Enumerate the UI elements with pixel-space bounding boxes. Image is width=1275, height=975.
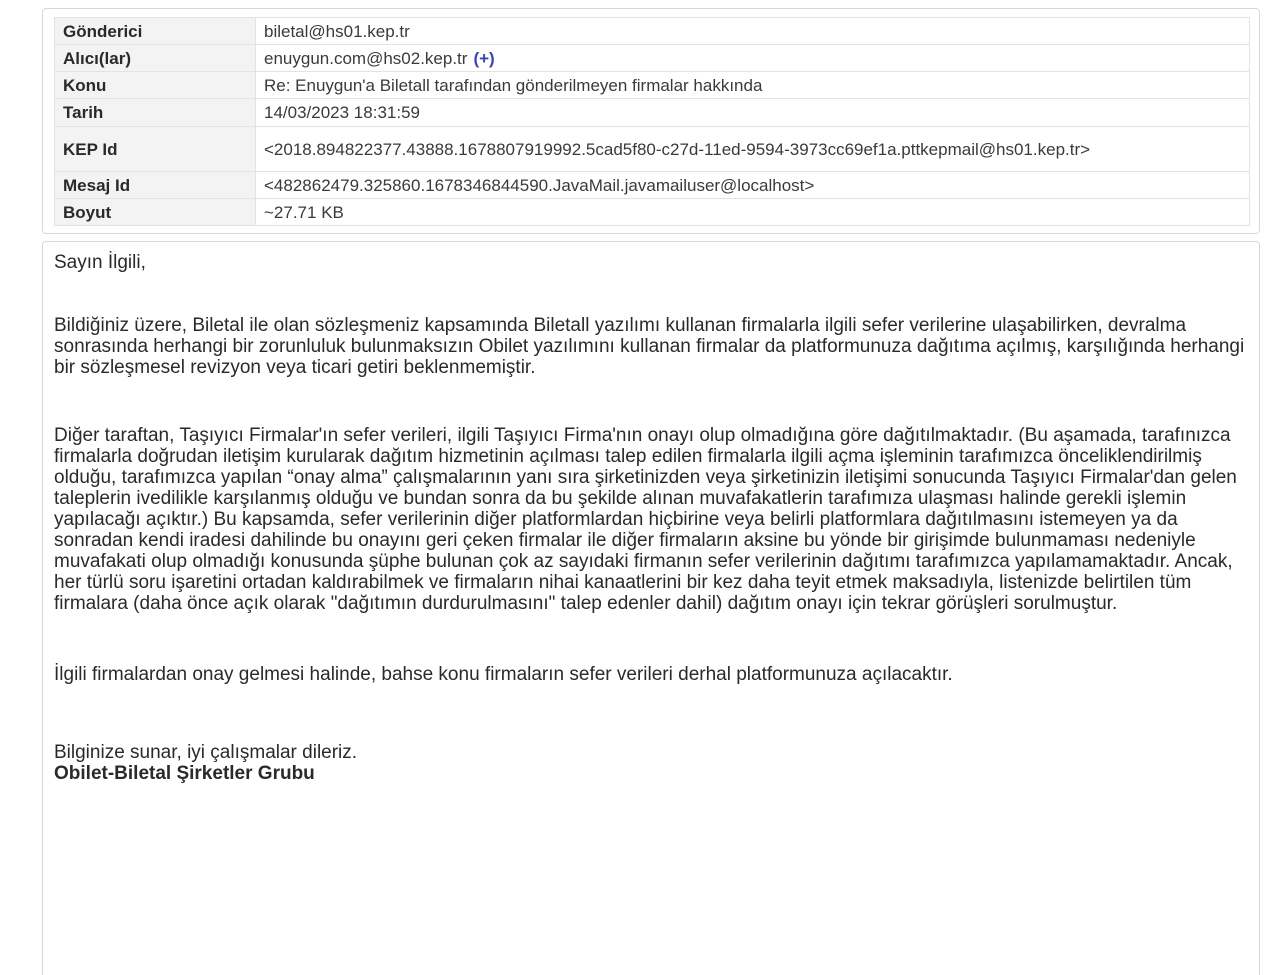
email-paragraph-1: Bildiğiniz üzere, Biletal ile olan sözleşmeniz kapsamında Biletall yazılımı kullanan firmalarla ilgili sefer verilerine ulaşabilirken, devralma sonrasında herhangi bir zorunluluk bulunmaksızın Obilet yazılımını kullanan firmalar da platformunuza dağıtıma açılmış, karşılığında herhangi bir sözleşmesel revizyon veya ticari getiri beklenmemiştir. bbox=[54, 315, 1245, 378]
email-header-panel bbox=[42, 8, 1260, 234]
header-value-message-id: <482862479.325860.1678346844590.JavaMail.javamailuser@localhost> bbox=[256, 172, 1250, 199]
header-value-kep-id: <2018.894822377.43888.1678807919992.5cad5f80-c27d-11ed-9594-3973cc69ef1a.pttkepmail@hs01.kep.tr> bbox=[256, 127, 1250, 172]
header-label-sender: Gönderici bbox=[55, 18, 256, 45]
header-row-size bbox=[55, 199, 1250, 226]
header-value-subject: Re: Enuygun'a Biletall tarafından gönderilmeyen firmalar hakkında bbox=[256, 72, 1250, 99]
email-signature: Obilet-Biletal Şirketler Grubu bbox=[54, 763, 315, 784]
header-label-size: Boyut bbox=[55, 199, 256, 226]
spacer bbox=[54, 685, 1250, 742]
email-body-panel bbox=[42, 241, 1260, 975]
header-value-date: 14/03/2023 18:31:59 bbox=[256, 99, 1250, 127]
header-label-date: Tarih bbox=[55, 99, 256, 127]
header-row-kep-id bbox=[55, 127, 1250, 172]
show-more-recipients-button[interactable]: (+) bbox=[473, 48, 495, 68]
spacer bbox=[54, 378, 1250, 425]
header-value-recipients-cell bbox=[256, 45, 1250, 72]
email-greeting: Sayın İlgili, bbox=[54, 252, 146, 273]
header-value-sender: biletal@hs01.kep.tr bbox=[256, 18, 1250, 45]
header-row-subject bbox=[55, 72, 1250, 99]
header-row-sender bbox=[55, 18, 1250, 45]
email-paragraph-3: İlgili firmalardan onay gelmesi halinde, bahse konu firmaların sefer verileri derhal platformunuza açılacaktır. bbox=[54, 664, 953, 685]
header-value-recipients: enuygun.com@hs02.kep.tr bbox=[264, 48, 468, 68]
spacer bbox=[54, 273, 1250, 315]
header-label-recipients: Alıcı(lar) bbox=[55, 45, 256, 72]
email-paragraph-2: Diğer taraftan, Taşıyıcı Firmalar'ın sefer verileri, ilgili Taşıyıcı Firma'nın onayı olup olmadığına göre dağıtılmaktadır. (Bu aşamada, tarafınızca firmalarla doğrudan iletişim kurularak dağıtım hizmetinin açılması talep edilen firmalarla ilgili açma işleminin tarafımızca önceliklendirilmiş olduğu, tarafımızca yapılan “onay alma” çalışmalarının yanı sıra şirketinizden veya şirketinizin iletişimi sonucunda Taşıyıcı Firmalar'dan gelen taleplerin ivedilikle karşılanmış olduğu ve bundan sonra da bu şekilde alınan muvafakatlerin tarafımıza ulaşması halinde gerekli işlemin yapılacağı açıktır.) Bu kapsamda, sefer verilerinin diğer platformlardan hiçbirine veya belirli platformlara dağıtılmasını istemeyen ya da sonradan kendi iradesi dahilinde bu onayını geri çeken firmalar ile diğer firmaların aksine bu yönde bir girişimde bulunmaması nedeniyle muvafakati olup olmadığı konusunda şüphe bulunan çok az sayıdaki firmanın sefer verilerinin dağıtımı tarafımızca yapılamamaktadır. Ancak, her türlü soru işaretini ortadan kaldırabilmek ve firmaların nihai kanaatlerini bir kez daha teyit etmek maksadıyla, listenizde belirtilen tüm firmalara (daha önce açık olarak "dağıtımın durdurulmasını" talep edenler dahil) dağıtım onayı için tekrar görüşleri sorulmuştur. bbox=[54, 425, 1237, 614]
email-closing: Bilginize sunar, iyi çalışmalar dileriz. bbox=[54, 742, 358, 763]
email-body bbox=[54, 252, 1250, 784]
header-value-size: ~27.71 KB bbox=[256, 199, 1250, 226]
spacer bbox=[54, 614, 1250, 664]
header-row-date bbox=[55, 99, 1250, 127]
email-header-table bbox=[54, 17, 1250, 226]
header-row-message-id bbox=[55, 172, 1250, 199]
header-row-recipients bbox=[55, 45, 1250, 72]
header-label-kep-id: KEP Id bbox=[55, 127, 256, 172]
header-label-message-id: Mesaj Id bbox=[55, 172, 256, 199]
header-label-subject: Konu bbox=[55, 72, 256, 99]
